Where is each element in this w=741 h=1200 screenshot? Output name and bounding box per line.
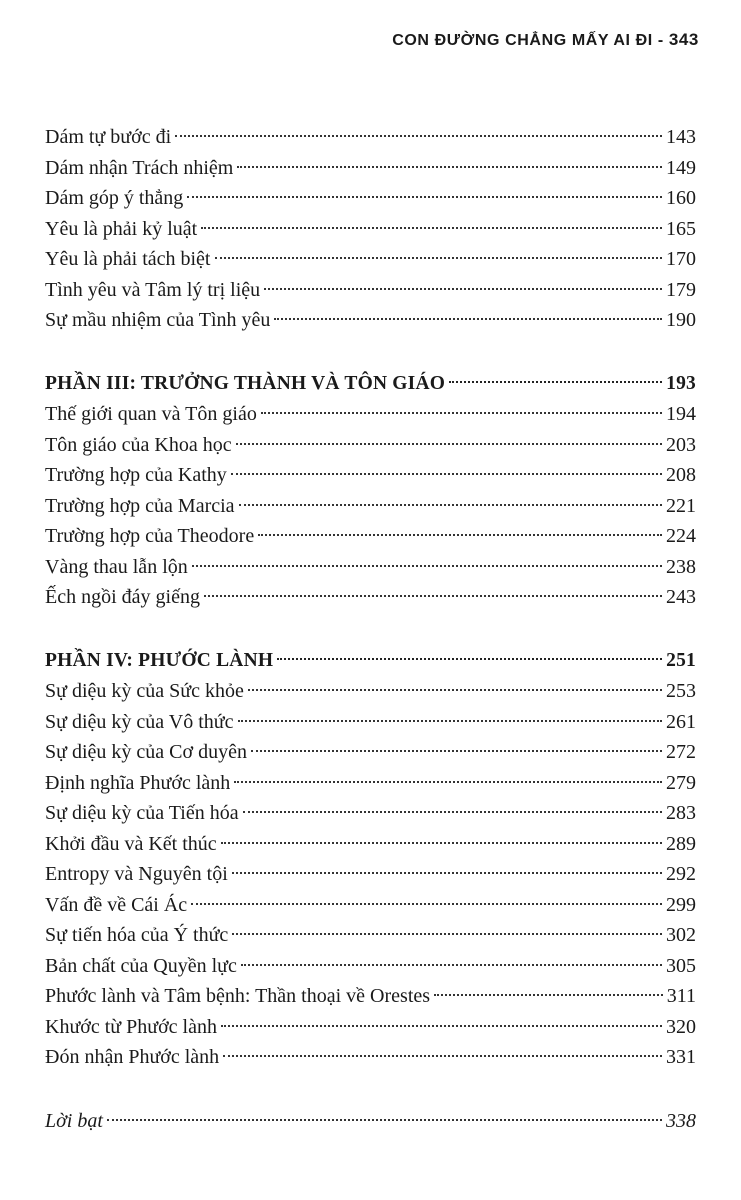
dot-leader: [232, 872, 662, 874]
toc-part-title: PHẦN III: TRƯỞNG THÀNH VÀ TÔN GIÁO: [45, 372, 446, 394]
dot-leader: [449, 381, 662, 383]
dot-leader: [221, 842, 662, 844]
toc-entry-title: Ếch ngồi đáy giếng: [45, 586, 200, 608]
toc-entry[interactable]: [45, 676, 696, 707]
section-spacer: [45, 613, 696, 646]
toc-entry-title: Trường hợp của Marcia: [45, 494, 235, 517]
toc-entry-title: Sự tiến hóa của Ý thức: [45, 924, 229, 946]
toc-entry-title: Khước từ Phước lành: [45, 1015, 217, 1038]
toc-entry-page: 203: [666, 433, 696, 456]
toc-entry[interactable]: [45, 798, 696, 829]
toc-entry-page: 253: [666, 680, 696, 702]
dot-leader: [248, 689, 662, 691]
toc-entry-title: Entropy và Nguyên tội: [45, 863, 228, 885]
book-title: CON ĐƯỜNG CHẲNG MẤY AI ĐI: [392, 32, 653, 49]
header-separator: -: [652, 32, 669, 49]
toc-entry-page: 272: [666, 741, 696, 763]
toc-entry-page: 283: [666, 802, 696, 824]
toc-part-heading[interactable]: [45, 646, 696, 677]
toc-entry-title: Trường hợp của Kathy: [45, 464, 227, 486]
toc-entry-page: 331: [666, 1046, 696, 1068]
toc-entry[interactable]: [45, 707, 696, 738]
toc-entry-page: 279: [666, 771, 696, 794]
dot-leader: [191, 903, 662, 905]
toc-entry[interactable]: [45, 1012, 696, 1043]
toc-entry[interactable]: [45, 737, 696, 768]
dot-leader: [258, 534, 662, 536]
toc-entry-title: Tôn giáo của Khoa học: [45, 433, 232, 456]
toc-entry-page: 292: [666, 863, 696, 885]
toc-entry-title: Phước lành và Tâm bệnh: Thần thoại về Orestes: [45, 985, 431, 1007]
toc-entry-page: 311: [666, 985, 696, 1007]
dot-leader: [231, 473, 662, 475]
toc-entry-page: 302: [666, 924, 696, 946]
dot-leader: [241, 964, 662, 966]
toc-entry-title: Dám góp ý thẳng: [45, 187, 184, 209]
toc-entry[interactable]: [45, 582, 696, 613]
toc-entry-title: Dám tự bước đi: [45, 126, 172, 148]
toc-entry-title: Yêu là phải kỷ luật: [45, 217, 198, 240]
dot-leader: [251, 750, 662, 752]
toc-entry[interactable]: [45, 153, 696, 184]
toc-entry-page: 165: [666, 217, 696, 240]
toc-entry[interactable]: [45, 920, 696, 951]
toc-entry-title: Sự diệu kỳ của Cơ duyên: [45, 741, 247, 763]
toc-entry[interactable]: [45, 430, 696, 461]
toc-entry-title: Sự diệu kỳ của Sức khỏe: [45, 680, 244, 702]
toc-entry-title: Khởi đầu và Kết thúc: [45, 832, 217, 855]
dot-leader: [215, 257, 663, 259]
toc-entry[interactable]: [45, 305, 696, 336]
toc-entry-page: 261: [666, 710, 696, 733]
toc-entry-title: Sự diệu kỳ của Tiến hóa: [45, 802, 239, 824]
dot-leader: [264, 288, 662, 290]
dot-leader: [201, 227, 662, 229]
toc-entry[interactable]: [45, 244, 696, 275]
toc-entry-page: 143: [666, 126, 696, 148]
dot-leader: [238, 720, 662, 722]
toc-entry[interactable]: [45, 829, 696, 860]
toc-entry-title: Tình yêu và Tâm lý trị liệu: [45, 278, 261, 301]
toc-entry-title: Định nghĩa Phước lành: [45, 771, 231, 794]
toc-entry-title: Đón nhận Phước lành: [45, 1046, 220, 1068]
toc-afterword-page: 338: [666, 1109, 696, 1132]
toc-entry-page: 170: [666, 248, 696, 270]
toc-entry-page: 305: [666, 954, 696, 977]
toc-entry-page: 160: [666, 187, 696, 209]
toc-entry[interactable]: [45, 552, 696, 583]
section-spacer: [45, 336, 696, 369]
dot-leader: [277, 658, 662, 660]
running-header: [392, 30, 699, 50]
toc-entry-page: 221: [666, 494, 696, 517]
toc-entry-page: 194: [666, 403, 696, 425]
toc-entry-page: 149: [666, 156, 696, 179]
toc-entry[interactable]: [45, 460, 696, 491]
toc-entry-page: 299: [666, 893, 696, 916]
toc-entry-page: 320: [666, 1015, 696, 1038]
toc-entry[interactable]: [45, 768, 696, 799]
dot-leader: [204, 595, 662, 597]
toc-entry[interactable]: [45, 951, 696, 982]
section-spacer: [45, 1073, 696, 1106]
dot-leader: [239, 504, 662, 506]
toc-afterword[interactable]: [45, 1106, 696, 1137]
toc-entry[interactable]: [45, 859, 696, 890]
toc-entry-title: Bản chất của Quyền lực: [45, 954, 237, 977]
toc-entry-title: Yêu là phải tách biệt: [45, 248, 211, 270]
dot-leader: [261, 412, 662, 414]
toc-entry[interactable]: [45, 275, 696, 306]
dot-leader: [175, 135, 662, 137]
toc-entry-title: Vàng thau lẫn lộn: [45, 555, 188, 578]
toc-entry-page: 179: [666, 278, 696, 301]
dot-leader: [232, 933, 662, 935]
toc-entry-page: 243: [666, 586, 696, 608]
toc-entry[interactable]: [45, 1042, 696, 1073]
toc-part-heading[interactable]: [45, 369, 696, 400]
toc-part-page: 193: [666, 372, 696, 394]
dot-leader: [237, 166, 662, 168]
dot-leader: [234, 781, 662, 783]
toc-entry[interactable]: [45, 890, 696, 921]
dot-leader: [223, 1055, 662, 1057]
toc-entry-title: Dám nhận Trách nhiệm: [45, 156, 234, 179]
dot-leader: [274, 318, 662, 320]
toc-entry[interactable]: [45, 183, 696, 214]
toc-entry-page: 208: [666, 464, 696, 486]
toc-entry-page: 224: [666, 525, 696, 547]
toc-entry-title: Vấn đề về Cái Ác: [45, 893, 188, 916]
toc-entry[interactable]: [45, 521, 696, 552]
toc-entry[interactable]: [45, 981, 696, 1012]
toc-part-title: PHẦN IV: PHƯỚC LÀNH: [45, 649, 274, 671]
toc-entry[interactable]: [45, 491, 696, 522]
toc-entry[interactable]: [45, 122, 696, 153]
toc-entry[interactable]: [45, 214, 696, 245]
dot-leader: [221, 1025, 662, 1027]
toc-entry-page: 190: [666, 309, 696, 331]
toc-afterword-title: Lời bạt: [45, 1109, 103, 1132]
dot-leader: [192, 565, 662, 567]
toc-entry-page: 289: [666, 832, 696, 855]
toc-entry-title: Sự diệu kỳ của Vô thức: [45, 710, 234, 733]
dot-leader: [187, 196, 662, 198]
dot-leader: [243, 811, 662, 813]
toc-part-page: 251: [666, 649, 696, 671]
toc-entry[interactable]: [45, 399, 696, 430]
dot-leader: [107, 1119, 662, 1121]
toc-entry-title: Thế giới quan và Tôn giáo: [45, 403, 257, 425]
table-of-contents: [45, 122, 696, 1136]
page-number: 343: [668, 30, 699, 49]
toc-entry-title: Sự mầu nhiệm của Tình yêu: [45, 309, 271, 331]
dot-leader: [434, 994, 663, 996]
toc-entry-page: 238: [666, 555, 696, 578]
dot-leader: [236, 443, 662, 445]
toc-entry-title: Trường hợp của Theodore: [45, 525, 255, 547]
